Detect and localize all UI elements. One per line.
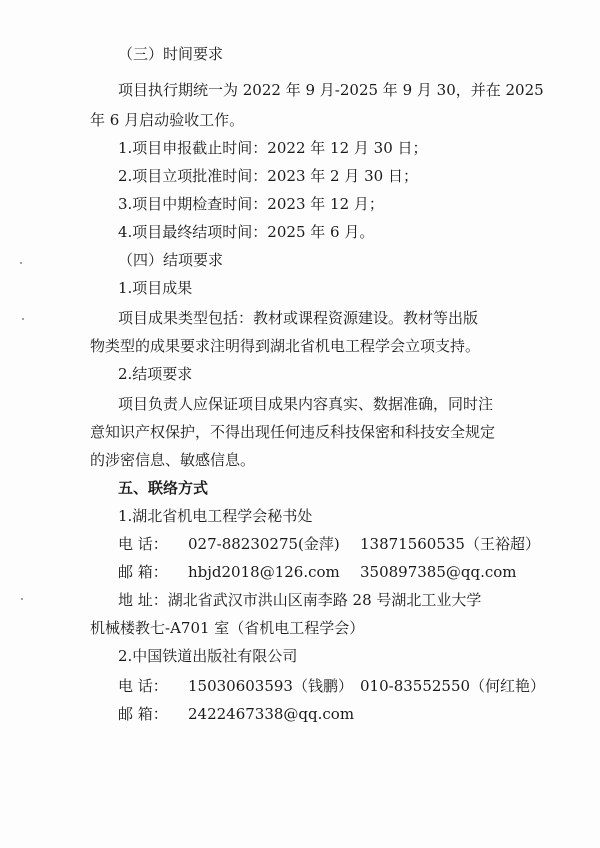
closing-requirements-heading: （四）结项要求 [118,251,224,269]
org1-email-row [118,562,518,582]
time-paragraph-line-2: 年 6 月启动验收工作。 [90,111,245,129]
contact-section-heading: 五、联络方式 [118,479,209,497]
closing-requirement-heading: 2.结项要求 [118,365,193,383]
org2-phone-label: 电 话： [118,677,168,695]
org1-phone-1: 027-88230275(金萍) [188,535,340,553]
time-requirements-heading: （三）时间要求 [118,45,224,63]
org1-phone-2: 13871560535（王裕超） [360,535,540,553]
results-paragraph-line-1: 项目成果类型包括：教材或课程资源建设。教材等出版 [118,309,479,327]
org1-email-label: 邮 箱： [118,563,168,581]
time-item-4: 4.项目最终结项时间：2025 年 6 月。 [118,223,375,241]
org2-email-row [118,704,518,724]
org1-address-line-2: 机械楼教七-A701 室（省机电工程学会） [90,619,365,637]
org2-name: 2.中国铁道出版社有限公司 [118,647,298,665]
org2-email-1: 2422467338@qq.com [188,705,355,723]
org1-address-line-1: 地 址：湖北省武汉市洪山区南李路 28 号湖北工业大学 [118,591,482,609]
results-heading: 1.项目成果 [118,279,193,297]
org2-phone-row [118,676,546,696]
time-paragraph-line-1: 项目执行期统一为 2022 年 9 月-2025 年 9 月 30，并在 2025 [118,81,544,99]
time-item-2: 2.项目立项批准时间：2023 年 2 月 30 日； [118,167,418,185]
closing-paragraph-line-3: 的涉密信息、敏感信息。 [90,451,256,469]
org1-name: 1.湖北省机电工程学会秘书处 [118,507,313,525]
closing-paragraph-line-2: 意知识产权保护，不得出现任何违反科技保密和科技安全规定 [90,423,496,441]
closing-paragraph-line-1: 项目负责人应保证项目成果内容真实、数据准确，同时注 [118,395,494,413]
time-item-3: 3.项目中期检查时间：2023 年 12 月； [118,195,384,213]
org2-phone-1: 15030603593（钱鹏） [188,677,353,695]
scan-speck [22,318,24,320]
org1-phone-label: 电 话： [118,535,168,553]
org2-email-label: 邮 箱： [118,705,168,723]
org1-email-2: 350897385@qq.com [360,563,517,581]
org1-email-1: hbjd2018@126.com [188,563,340,581]
results-paragraph-line-2: 物类型的成果要求注明得到湖北省机电工程学会立项支持。 [90,337,481,355]
org2-phone-2: 010-83552550（何红艳） [360,677,546,695]
org1-phone-row [118,534,540,554]
time-item-1: 1.项目申报截止时间：2022 年 12 月 30 日； [118,139,428,157]
scan-speck [21,598,23,600]
scan-speck [20,262,22,264]
